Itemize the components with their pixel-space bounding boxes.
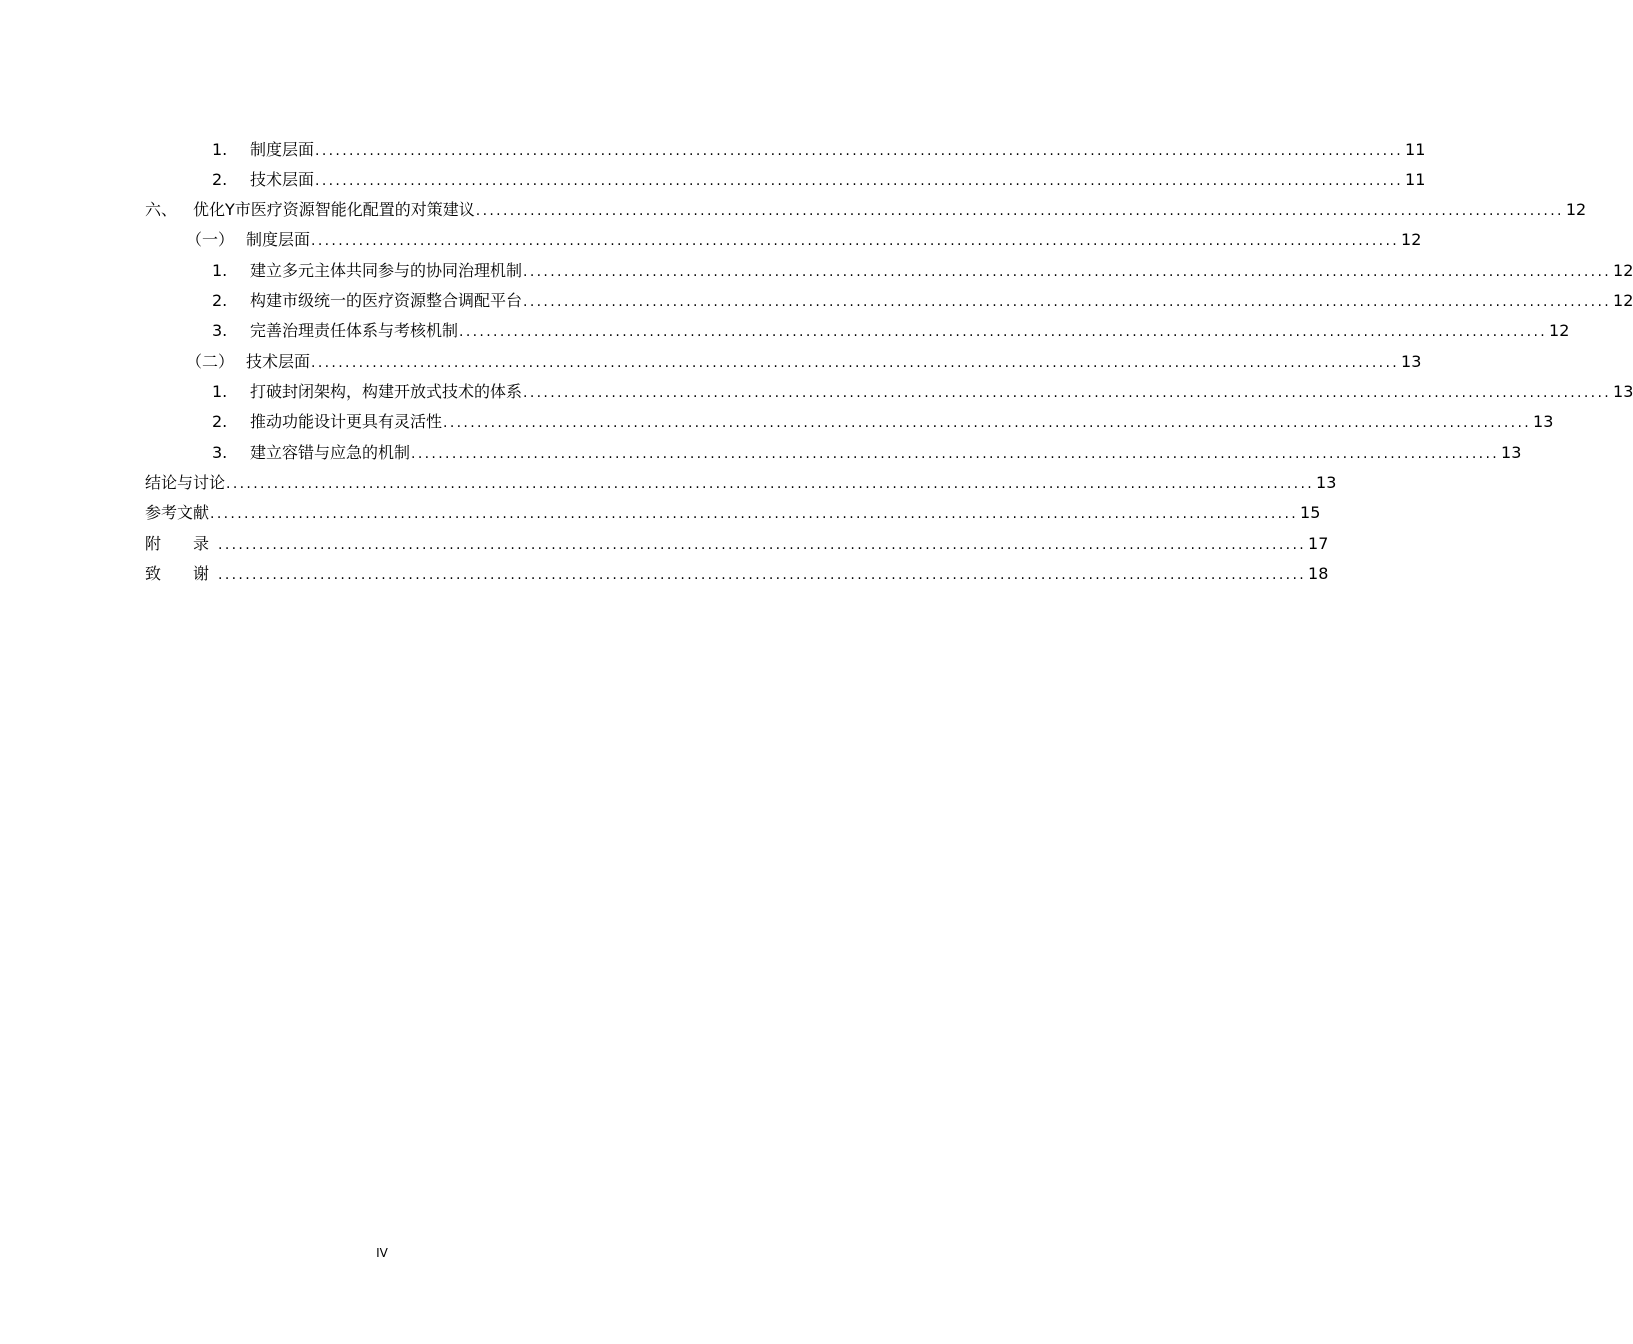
toc-entry: [212, 411, 1554, 433]
toc-entry-page: 13: [1501, 443, 1522, 462]
toc-entry-title: 致 谢: [145, 564, 218, 583]
toc-entry-number: 1.: [212, 261, 228, 280]
toc-entry-title: 制度层面: [246, 230, 311, 249]
toc-entry-page: 12: [1401, 230, 1422, 249]
toc-entry-number: （一）: [186, 230, 235, 249]
toc-entry-page: 13: [1533, 412, 1554, 431]
toc-entry: [212, 381, 1633, 403]
toc-entry-page: 13: [1316, 473, 1337, 492]
toc-entry-title: 完善治理责任体系与考核机制: [250, 321, 459, 340]
toc-leader-dots: ................................................................................................................................................................: [459, 324, 1548, 340]
toc-leader-dots: ................................................................................................................................................................: [523, 294, 1612, 310]
toc-entry-page: 12: [1613, 291, 1633, 310]
toc-leader-dots: ................................................................................................................................................................: [311, 355, 1400, 371]
toc-leader-dots: ................................................................................................................................................................: [523, 264, 1612, 280]
toc-entry: [212, 260, 1633, 282]
toc-entry: [212, 442, 1522, 464]
toc-entry-number: 1.: [212, 140, 228, 159]
toc-entry: [212, 169, 1426, 191]
toc-leader-dots: ................................................................................................................................................................: [443, 415, 1532, 431]
toc-entry-title: 建立容错与应急的机制: [250, 443, 411, 462]
toc-leader-dots: ................................................................................................................................................................: [210, 506, 1299, 522]
toc-entry-page: 12: [1565, 200, 1587, 219]
toc-entry-number: 六、: [145, 200, 178, 219]
page-number: IV: [376, 1246, 388, 1260]
toc-entry-page: 15: [1300, 503, 1321, 522]
toc-entry-page: 17: [1308, 534, 1329, 553]
toc-leader-dots: ................................................................................................................................................................: [523, 385, 1612, 401]
toc-entry-number: 2.: [212, 170, 228, 189]
toc-entry: [186, 351, 1422, 373]
toc-entry: [186, 229, 1422, 251]
toc-entry-title: 参考文献: [145, 503, 210, 522]
toc-leader-dots: ................................................................................................................................................................: [411, 446, 1500, 462]
toc-leader-dots: ................................................................................................................................................................: [226, 476, 1315, 492]
toc-entry-title: 技术层面: [250, 170, 315, 189]
toc-entry-number: 1.: [212, 382, 228, 401]
toc-entry: [145, 502, 1321, 524]
toc-entry-title: 优化Y市医疗资源智能化配置的对策建议: [193, 200, 475, 219]
toc-entry-title: 打破封闭架构，构建开放式技术的体系: [250, 382, 523, 401]
toc-entry-number: 2.: [212, 291, 228, 310]
toc-entry: [145, 533, 1329, 555]
toc-entry-title: 附 录: [145, 534, 218, 553]
toc-entry-number: 2.: [212, 412, 228, 431]
toc-leader-dots: ................................................................................................................................................................: [218, 537, 1307, 553]
toc-leader-dots: ................................................................................................................................................................: [311, 233, 1400, 249]
toc-entry-number: 3.: [212, 443, 228, 462]
toc-entry: [212, 320, 1570, 342]
toc-entry-number: 3.: [212, 321, 228, 340]
toc-entry-page: 13: [1401, 352, 1422, 371]
toc-entry-page: 11: [1405, 170, 1426, 189]
toc-entry-page: 12: [1549, 321, 1570, 340]
toc-entry-title: 技术层面: [246, 352, 311, 371]
toc-entry: [212, 139, 1426, 161]
toc-entry-title: 推动功能设计更具有灵活性: [250, 412, 443, 431]
toc-entry: [212, 290, 1633, 312]
toc-entry-number: （二）: [186, 352, 235, 371]
toc-entry-page: 18: [1308, 564, 1329, 583]
toc-entry-page: 12: [1613, 261, 1633, 280]
toc-entry: [145, 472, 1337, 494]
toc-leader-dots: ................................................................................................................................................................: [475, 203, 1564, 219]
toc-leader-dots: ................................................................................................................................................................: [315, 143, 1404, 159]
toc-entry-title: 制度层面: [250, 140, 315, 159]
toc-entry-page: 11: [1405, 140, 1426, 159]
toc-entry-page: 13: [1613, 382, 1633, 401]
toc-entry-title: 构建市级统一的医疗资源整合调配平台: [250, 291, 523, 310]
toc-entry: [145, 199, 1587, 221]
toc-entry-title: 结论与讨论: [145, 473, 226, 492]
toc-leader-dots: ................................................................................................................................................................: [218, 567, 1307, 583]
toc-entry-title: 建立多元主体共同参与的协同治理机制: [250, 261, 523, 280]
toc-leader-dots: ................................................................................................................................................................: [315, 173, 1404, 189]
toc-entry: [145, 563, 1329, 585]
